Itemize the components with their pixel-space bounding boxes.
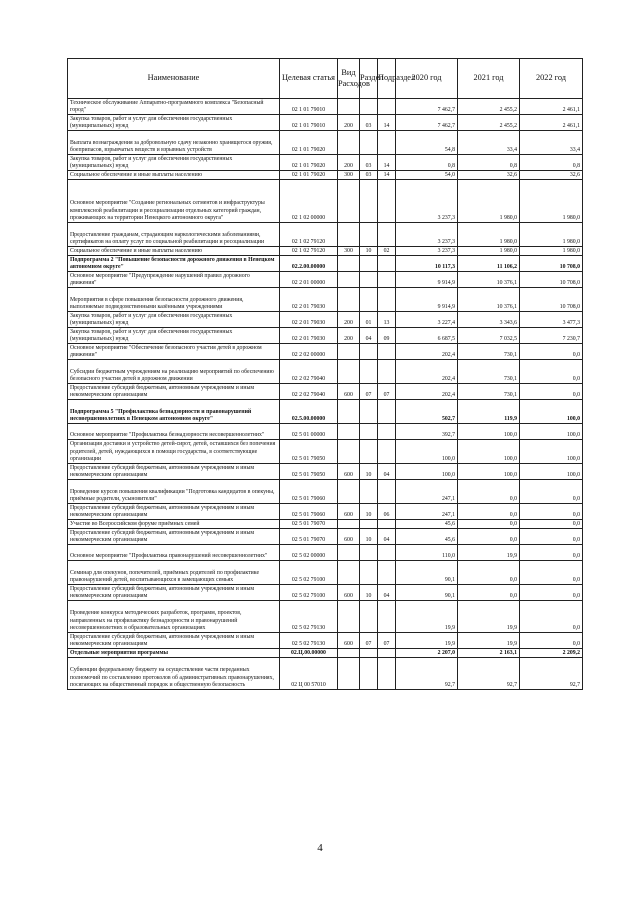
row-subsection	[378, 424, 396, 440]
row-name: Субвенции федеральному бюджету на осуществление части переданных полномочий по составлению протоколов об административных правонарушениях, посягающих на общественный порядок и общественную безопасность	[68, 658, 280, 690]
row-section	[360, 180, 378, 223]
row-name: Закупка товаров, работ и услуг для обеспечения государственных (муниципальных) нужд	[68, 155, 280, 171]
table-row	[68, 272, 583, 288]
header-target: Целевая статья	[280, 59, 338, 99]
row-section	[360, 561, 378, 585]
row-expense-type	[338, 545, 360, 561]
row-value-2020: 9 914,9	[396, 272, 458, 288]
row-name: Предоставление гражданам, страдающим наркологическими заболеваниями, сертификатов на оплату услуг по социальной реабилитации и ресоциализации	[68, 223, 280, 247]
row-section: 07	[360, 384, 378, 400]
table-row	[68, 504, 583, 520]
row-expense-type	[338, 288, 360, 312]
row-expense-type	[338, 360, 360, 384]
row-subsection: 13	[378, 312, 396, 328]
row-value-2022: 10 708,0	[520, 272, 583, 288]
row-name: Основное мероприятие "Профилактика правонарушений несовершеннолетних"	[68, 545, 280, 561]
row-name: Предоставление субсидий бюджетным, автономным учреждениям и иным некоммерческим организациям	[68, 529, 280, 545]
table-row	[68, 424, 583, 440]
row-target-code: 02 5 01 79050	[280, 464, 338, 480]
row-subsection: 14	[378, 171, 396, 180]
row-value-2020: 392,7	[396, 424, 458, 440]
row-name: Основное мероприятие "Создание региональных сегментов и инфраструктуры комплексной реабилитации и ресоциализации отдельных категорий граждан, проживающих на территории Ненецкого автономного округа"	[68, 180, 280, 223]
header-2021: 2021 год	[458, 59, 520, 99]
row-target-code: 02 5 01 79060	[280, 504, 338, 520]
row-value-2021: 730,1	[458, 384, 520, 400]
row-value-2022: 2 461,1	[520, 99, 583, 115]
budget-table	[67, 58, 583, 690]
row-name: Подпрограмма 2 "Повышение безопасности дорожного движения в Ненецком автономном округе"	[68, 256, 280, 272]
row-value-2021: 92,7	[458, 658, 520, 690]
row-target-code: 02.Ц.00.00000	[280, 649, 338, 658]
table-row	[68, 180, 583, 223]
row-expense-type	[338, 424, 360, 440]
table-row	[68, 360, 583, 384]
row-value-2020: 2 207,0	[396, 649, 458, 658]
row-value-2022: 0,0	[520, 633, 583, 649]
row-name: Предоставление субсидий бюджетным, автономным учреждениям и иным некоммерческим организациям	[68, 384, 280, 400]
row-value-2021: 0,0	[458, 520, 520, 529]
row-target-code: 02 5 01 79070	[280, 529, 338, 545]
table-row	[68, 545, 583, 561]
row-section	[360, 400, 378, 424]
row-name: Организация доставки и устройство детей-сирот, детей, оставшихся без попечения родителей, детей, нуждающихся в помощи государства, в соответствующие организации	[68, 440, 280, 464]
row-name: Основное мероприятие "Обеспечение безопасного участия детей в дорожном движении"	[68, 344, 280, 360]
row-name: Основное мероприятие "Профилактика безнадзорности несовершеннолетних"	[68, 424, 280, 440]
row-value-2022: 0,0	[520, 585, 583, 601]
row-subsection	[378, 223, 396, 247]
row-value-2022: 100,0	[520, 464, 583, 480]
row-section: 10	[360, 247, 378, 256]
table-row	[68, 585, 583, 601]
row-target-code: 02 2 01 79030	[280, 288, 338, 312]
budget-table-sheet	[67, 58, 582, 690]
row-value-2021: 2 163,1	[458, 649, 520, 658]
row-expense-type: 600	[338, 633, 360, 649]
row-subsection: 02	[378, 247, 396, 256]
row-name: Подпрограмма 5 "Профилактика безнадзорности и правонарушений несовершеннолетних в Ненецком автономном округе"	[68, 400, 280, 424]
row-value-2021: 730,1	[458, 344, 520, 360]
row-value-2020: 202,4	[396, 344, 458, 360]
row-value-2022: 100,0	[520, 424, 583, 440]
table-row	[68, 99, 583, 115]
row-value-2020: 6 687,5	[396, 328, 458, 344]
row-value-2020: 100,0	[396, 440, 458, 464]
row-target-code: 02 1 01 79010	[280, 115, 338, 131]
row-section	[360, 601, 378, 633]
row-target-code: 02 1 01 79020	[280, 131, 338, 155]
row-value-2020: 3 237,3	[396, 223, 458, 247]
row-value-2022: 0,0	[520, 601, 583, 633]
row-value-2021: 7 032,5	[458, 328, 520, 344]
row-value-2021: 19,9	[458, 601, 520, 633]
row-value-2022: 0,0	[520, 344, 583, 360]
row-value-2021: 0,0	[458, 529, 520, 545]
row-section	[360, 288, 378, 312]
row-value-2021: 119,9	[458, 400, 520, 424]
row-expense-type	[338, 400, 360, 424]
table-row	[68, 464, 583, 480]
table-row	[68, 131, 583, 155]
row-value-2022: 0,0	[520, 545, 583, 561]
table-row	[68, 288, 583, 312]
row-value-2020: 247,1	[396, 504, 458, 520]
row-section: 10	[360, 529, 378, 545]
row-value-2020: 19,9	[396, 633, 458, 649]
row-value-2020: 90,1	[396, 561, 458, 585]
row-subsection	[378, 256, 396, 272]
row-value-2021: 100,0	[458, 424, 520, 440]
row-target-code: 02 5 02 79130	[280, 633, 338, 649]
table-row	[68, 529, 583, 545]
row-expense-type	[338, 601, 360, 633]
row-expense-type	[338, 256, 360, 272]
row-value-2022: 32,6	[520, 171, 583, 180]
row-section	[360, 256, 378, 272]
row-expense-type: 200	[338, 312, 360, 328]
table-row	[68, 649, 583, 658]
row-section	[360, 440, 378, 464]
row-value-2022: 0,0	[520, 520, 583, 529]
row-target-code: 02 1 02 79120	[280, 247, 338, 256]
row-name: Выплата вознаграждения за добровольную сдачу незаконно хранящегося оружия, боеприпасов, взрывчатых веществ и взрывных устройств	[68, 131, 280, 155]
row-expense-type	[338, 561, 360, 585]
row-expense-type	[338, 223, 360, 247]
table-row	[68, 312, 583, 328]
row-value-2021: 10 376,1	[458, 272, 520, 288]
row-target-code: 02 5 02 79100	[280, 561, 338, 585]
row-section: 01	[360, 312, 378, 328]
row-value-2022: 0,8	[520, 155, 583, 171]
row-value-2021: 0,0	[458, 480, 520, 504]
row-expense-type: 200	[338, 155, 360, 171]
row-name: Проведение курсов повышения квалификации "Подготовка кандидатов в опекуны, приёмные родители, усыновители"	[68, 480, 280, 504]
row-section	[360, 272, 378, 288]
table-row	[68, 155, 583, 171]
row-value-2021: 10 376,1	[458, 288, 520, 312]
table-row	[68, 633, 583, 649]
row-value-2021: 0,0	[458, 504, 520, 520]
row-value-2022: 0,0	[520, 480, 583, 504]
row-value-2022: 10 708,0	[520, 256, 583, 272]
row-target-code: 02 5 01 79060	[280, 480, 338, 504]
table-row	[68, 171, 583, 180]
row-value-2021: 19,9	[458, 633, 520, 649]
row-value-2020: 3 237,3	[396, 247, 458, 256]
row-expense-type: 600	[338, 585, 360, 601]
row-value-2022: 33,4	[520, 131, 583, 155]
row-value-2020: 45,6	[396, 520, 458, 529]
table-row	[68, 328, 583, 344]
row-value-2022: 100,0	[520, 400, 583, 424]
row-value-2020: 7 462,7	[396, 99, 458, 115]
row-expense-type	[338, 520, 360, 529]
row-section	[360, 520, 378, 529]
table-header-row	[68, 59, 583, 99]
row-subsection	[378, 131, 396, 155]
table-row	[68, 561, 583, 585]
row-target-code: 02 2 02 00000	[280, 344, 338, 360]
row-name: Участие во Всероссийском форуме приёмных семей	[68, 520, 280, 529]
row-subsection	[378, 272, 396, 288]
header-expense-type: Вид Расходов	[338, 59, 360, 99]
row-value-2020: 3 227,4	[396, 312, 458, 328]
row-expense-type	[338, 440, 360, 464]
row-section: 10	[360, 464, 378, 480]
row-target-code: 02.5.00.00000	[280, 400, 338, 424]
row-expense-type	[338, 649, 360, 658]
row-subsection: 07	[378, 384, 396, 400]
row-name: Мероприятия в сфере повышения безопасности дорожного движения, выполняемые подведомственными казёнными учреждениями	[68, 288, 280, 312]
row-target-code: 02 5 02 79130	[280, 601, 338, 633]
row-target-code: 02 5 01 00000	[280, 424, 338, 440]
row-value-2021: 1 980,0	[458, 180, 520, 223]
row-target-code: 02 2 01 00000	[280, 272, 338, 288]
row-section: 07	[360, 633, 378, 649]
table-row	[68, 400, 583, 424]
row-value-2021: 32,6	[458, 171, 520, 180]
row-expense-type: 600	[338, 464, 360, 480]
row-section	[360, 649, 378, 658]
row-name: Техническое обслуживание Аппаратно-программного комплекса "Безопасный город"	[68, 99, 280, 115]
row-subsection	[378, 649, 396, 658]
table-row	[68, 223, 583, 247]
row-target-code: 02 5 01 79050	[280, 440, 338, 464]
row-expense-type: 600	[338, 529, 360, 545]
row-subsection	[378, 360, 396, 384]
row-subsection	[378, 288, 396, 312]
row-expense-type	[338, 180, 360, 223]
row-value-2020: 92,7	[396, 658, 458, 690]
row-value-2020: 202,4	[396, 384, 458, 400]
header-2022: 2022 год	[520, 59, 583, 99]
row-value-2021: 100,0	[458, 440, 520, 464]
row-subsection: 14	[378, 155, 396, 171]
row-target-code: 02 5 01 79070	[280, 520, 338, 529]
row-target-code: 02 2 01 79030	[280, 328, 338, 344]
row-subsection	[378, 520, 396, 529]
row-section	[360, 131, 378, 155]
row-value-2020: 9 914,9	[396, 288, 458, 312]
page-number: 4	[317, 842, 323, 854]
row-value-2020: 502,7	[396, 400, 458, 424]
row-value-2022: 0,0	[520, 504, 583, 520]
row-section: 10	[360, 504, 378, 520]
row-value-2022: 0,0	[520, 561, 583, 585]
header-subsection: Подраздел	[378, 59, 396, 99]
table-row	[68, 344, 583, 360]
table-row	[68, 601, 583, 633]
row-target-code: 02 5 02 79100	[280, 585, 338, 601]
row-value-2021: 33,4	[458, 131, 520, 155]
row-section: 03	[360, 171, 378, 180]
row-subsection: 07	[378, 633, 396, 649]
row-value-2022: 2 461,1	[520, 115, 583, 131]
row-value-2022: 3 477,3	[520, 312, 583, 328]
row-value-2021: 0,0	[458, 561, 520, 585]
row-value-2022: 1 980,0	[520, 180, 583, 223]
row-target-code: 02 1 02 00000	[280, 180, 338, 223]
row-subsection	[378, 601, 396, 633]
table-row	[68, 520, 583, 529]
header-2020: 2020 год	[396, 59, 458, 99]
header-name: Наименование	[68, 59, 280, 99]
row-value-2020: 0,8	[396, 155, 458, 171]
row-value-2020: 54,8	[396, 131, 458, 155]
row-value-2020: 202,4	[396, 360, 458, 384]
row-value-2020: 7 462,7	[396, 115, 458, 131]
row-name: Субсидии бюджетным учреждениям на реализацию мероприятий по обеспечению безопасного участия детей в дорожном движении	[68, 360, 280, 384]
row-target-code: 02 2 02 79040	[280, 384, 338, 400]
row-expense-type: 300	[338, 247, 360, 256]
row-expense-type: 200	[338, 328, 360, 344]
table-row	[68, 440, 583, 464]
row-value-2022: 7 230,7	[520, 328, 583, 344]
row-subsection	[378, 545, 396, 561]
row-target-code: 02 1 01 79010	[280, 99, 338, 115]
row-expense-type	[338, 131, 360, 155]
row-name: Предоставление субсидий бюджетным, автономным учреждениям и иным некоммерческим организациям	[68, 464, 280, 480]
row-name: Проведение конкурса методических разработок, программ, проектов, направленных на профилактику безнадзорности и правонарушений несовершеннолетних в образовательных организациях	[68, 601, 280, 633]
row-expense-type	[338, 480, 360, 504]
row-name: Социальное обеспечение и иные выплаты населению	[68, 171, 280, 180]
row-value-2021: 11 106,2	[458, 256, 520, 272]
row-target-code: 02 2 02 79040	[280, 360, 338, 384]
row-subsection	[378, 440, 396, 464]
row-target-code: 02 5 02 00000	[280, 545, 338, 561]
row-section	[360, 360, 378, 384]
row-target-code: 02 1 01 79020	[280, 155, 338, 171]
row-section	[360, 480, 378, 504]
row-subsection: 04	[378, 529, 396, 545]
row-section	[360, 424, 378, 440]
row-section	[360, 99, 378, 115]
row-name: Отдельные мероприятия программы	[68, 649, 280, 658]
row-subsection	[378, 658, 396, 690]
row-section	[360, 658, 378, 690]
row-value-2021: 2 455,2	[458, 99, 520, 115]
row-name: Семинар для опекунов, попечителей, приёмных родителей по профилактике правонарушений детей, воспитывающихся в замещающих семьях	[68, 561, 280, 585]
row-section	[360, 545, 378, 561]
row-value-2020: 100,0	[396, 464, 458, 480]
table-row	[68, 658, 583, 690]
row-value-2020: 110,0	[396, 545, 458, 561]
row-section: 10	[360, 585, 378, 601]
row-value-2022: 0,0	[520, 529, 583, 545]
row-name: Закупка товаров, работ и услуг для обеспечения государственных (муниципальных) нужд	[68, 328, 280, 344]
header-section: Раздел	[360, 59, 378, 99]
row-value-2021: 0,0	[458, 585, 520, 601]
row-value-2021: 100,0	[458, 464, 520, 480]
row-subsection	[378, 400, 396, 424]
row-value-2022: 2 209,2	[520, 649, 583, 658]
row-subsection	[378, 180, 396, 223]
row-value-2020: 90,1	[396, 585, 458, 601]
row-expense-type	[338, 344, 360, 360]
table-row	[68, 256, 583, 272]
row-expense-type: 600	[338, 504, 360, 520]
row-subsection	[378, 561, 396, 585]
row-subsection: 06	[378, 504, 396, 520]
row-subsection	[378, 344, 396, 360]
row-name: Закупка товаров, работ и услуг для обеспечения государственных (муниципальных) нужд	[68, 115, 280, 131]
table-row	[68, 384, 583, 400]
row-value-2021: 3 343,6	[458, 312, 520, 328]
row-value-2022: 10 708,0	[520, 288, 583, 312]
row-section: 04	[360, 328, 378, 344]
row-value-2022: 1 980,0	[520, 247, 583, 256]
row-section: 03	[360, 115, 378, 131]
row-subsection: 09	[378, 328, 396, 344]
row-value-2020: 3 237,3	[396, 180, 458, 223]
row-value-2021: 730,1	[458, 360, 520, 384]
row-value-2021: 1 980,0	[458, 247, 520, 256]
row-name: Закупка товаров, работ и услуг для обеспечения государственных (муниципальных) нужд	[68, 312, 280, 328]
table-row	[68, 247, 583, 256]
row-expense-type: 200	[338, 115, 360, 131]
row-value-2020: 45,6	[396, 529, 458, 545]
row-value-2022: 0,0	[520, 384, 583, 400]
row-name: Основное мероприятие "Предупреждение нарушений правил дорожного движения"	[68, 272, 280, 288]
row-subsection	[378, 480, 396, 504]
row-target-code: 02.2.00.00000	[280, 256, 338, 272]
row-section	[360, 223, 378, 247]
table-row	[68, 480, 583, 504]
row-target-code: 02 1 02 79120	[280, 223, 338, 247]
row-section: 03	[360, 155, 378, 171]
row-value-2022: 0,0	[520, 360, 583, 384]
row-name: Предоставление субсидий бюджетным, автономным учреждениям и иным некоммерческим организациям	[68, 633, 280, 649]
row-target-code: 02 1 01 79020	[280, 171, 338, 180]
table-body	[68, 99, 583, 690]
row-expense-type: 300	[338, 171, 360, 180]
row-expense-type: 600	[338, 384, 360, 400]
row-target-code: 02 Ц 00 57010	[280, 658, 338, 690]
row-value-2020: 247,1	[396, 480, 458, 504]
row-subsection	[378, 99, 396, 115]
row-value-2020: 10 117,3	[396, 256, 458, 272]
table-row	[68, 115, 583, 131]
row-value-2020: 19,9	[396, 601, 458, 633]
row-value-2021: 1 980,0	[458, 223, 520, 247]
row-section	[360, 344, 378, 360]
row-value-2021: 19,9	[458, 545, 520, 561]
row-value-2021: 0,8	[458, 155, 520, 171]
row-subsection: 04	[378, 585, 396, 601]
row-value-2021: 2 455,2	[458, 115, 520, 131]
row-subsection: 14	[378, 115, 396, 131]
row-expense-type	[338, 99, 360, 115]
row-value-2022: 92,7	[520, 658, 583, 690]
row-name: Предоставление субсидий бюджетным, автономным учреждениям и иным некоммерческим организациям	[68, 504, 280, 520]
row-value-2020: 54,0	[396, 171, 458, 180]
row-expense-type	[338, 658, 360, 690]
row-target-code: 02 2 01 79030	[280, 312, 338, 328]
row-value-2022: 1 980,0	[520, 223, 583, 247]
row-name: Предоставление субсидий бюджетным, автономным учреждениям и иным некоммерческим организациям	[68, 585, 280, 601]
row-expense-type	[338, 272, 360, 288]
row-subsection: 04	[378, 464, 396, 480]
row-name: Социальное обеспечение и иные выплаты населению	[68, 247, 280, 256]
row-value-2022: 100,0	[520, 440, 583, 464]
